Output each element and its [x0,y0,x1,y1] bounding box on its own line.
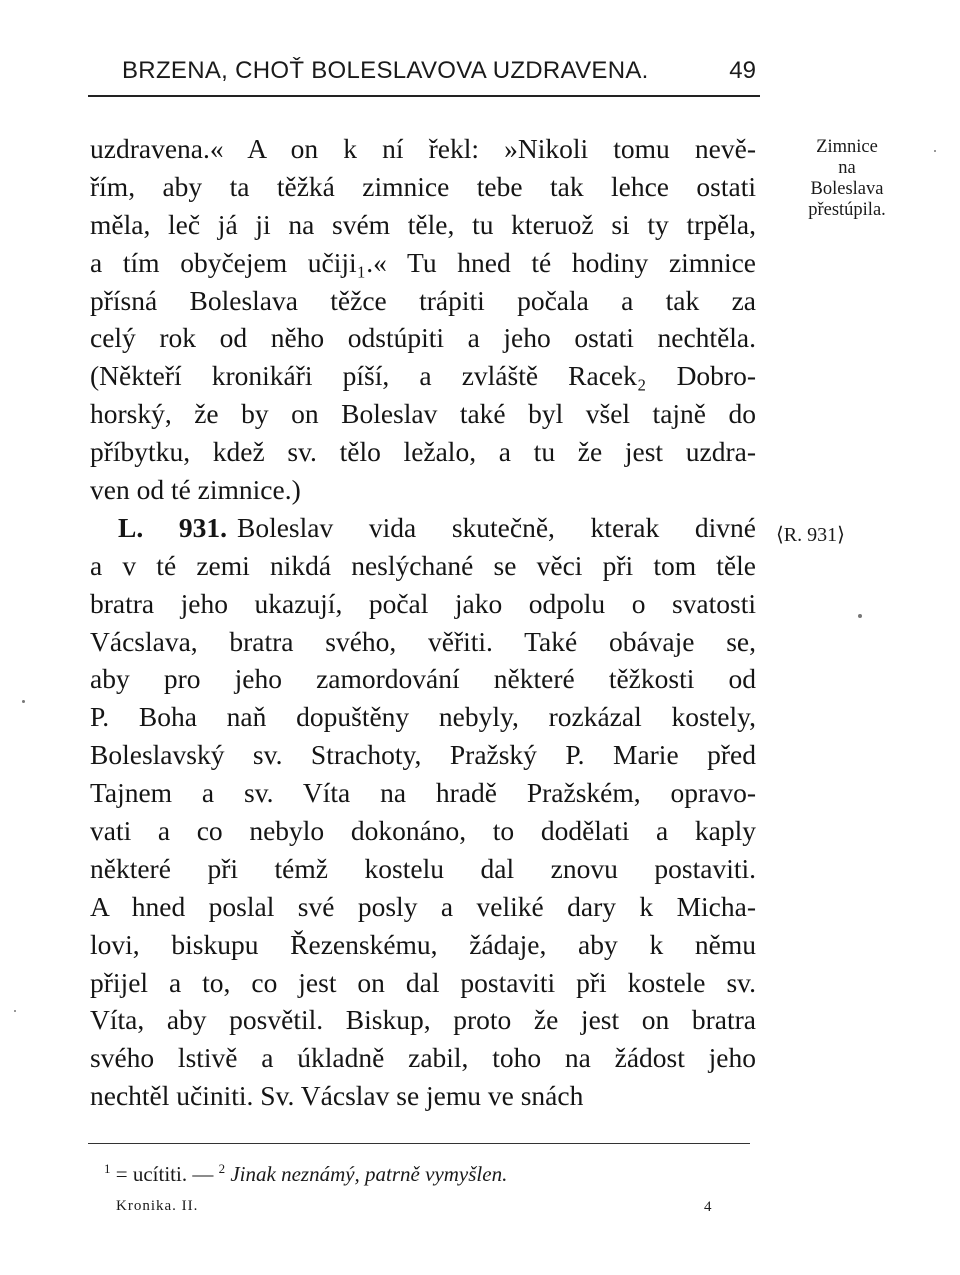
text-line-year [90,509,756,547]
running-title: BRZENA, CHOŤ BOLESLAVOVA UZDRAVENA. [122,57,649,84]
text-line-rest: Boleslav vida skutečně, kterak divné [236,511,756,543]
running-head [88,55,760,93]
scan-speck [14,1010,16,1012]
text-line: Vácslava, bratra svého, věřiti. Také obávaje se, [90,625,756,657]
marginal-note-fever [772,137,922,221]
year-label: L. 931. [118,511,227,543]
marginal-line: Boleslava [810,179,884,199]
text-line: některé při témž kostelu dal znovu postaviti. [90,852,756,884]
text-line: P. Boha naň dopuštěny nebyly, rozkázal kostely, [90,701,756,733]
footnote-rule [88,1143,750,1144]
text-line: (Někteří kronikáři píší, a zvláště Racek₂ Dobro- [90,360,756,392]
scan-speck [934,150,936,152]
text-line: vati a co nebylo dokonáno, to dodělati a kaply [90,815,756,847]
page-number: 49 [729,57,756,84]
marginal-line: na [838,158,856,178]
footnote-2-mark: 2 [218,1161,226,1176]
header-rule [88,95,760,97]
text-line: měla, leč já ji na svém těle, tu kteruož si ty trpěla, [90,208,756,240]
text-line: a v té zemi nikdá neslýchané se věci při tom těle [90,549,756,581]
marginal-line: přestúpila. [808,200,886,220]
marginal-line: Zimnice [816,137,878,157]
text-line: A hned poslal své posly a veliké dary k Micha- [90,890,756,922]
text-line: uzdravena.« A on k ní řekl: »Nikoli tomu nevě- [90,133,756,164]
text-line: řím, aby ta těžká zimnice tebe tak lehce ostati [90,170,756,202]
footnote-1-mark: 1 [104,1161,111,1176]
text-line: přísná Boleslava těžce trápiti počala a tak za [90,284,756,316]
text-line: lovi, biskupu Řezenskému, žádaje, aby k němu [90,928,756,960]
text-line: a tím obyčejem učiji₁.« Tu hned té hodiny zimnice [90,246,756,278]
text-line: bratra jeho ukazují, počal jako odpolu o svatosti [90,587,756,619]
footnote-2-text: Jinak neznámý, patrně vymyšlen. [230,1162,508,1186]
text-line: aby pro jeho zamordování některé těžkosti od [90,663,756,695]
text-line: horský, že by on Boleslav také byl všel tajně do [90,398,756,430]
footnote-1-text: = ucítiti. — [115,1162,214,1186]
text-line: celý rok od něho odstúpiti a jeho ostati nechtěla. [90,322,756,354]
scan-speck [858,614,862,618]
signature-number: 4 [704,1199,712,1215]
text-line: Boleslavský sv. Strachoty, Pražský P. Marie před [90,739,756,771]
scan-speck [22,700,25,703]
main-text [90,130,756,1115]
text-line: nechtěl učiniti. Sv. Vácslav se jemu ve snách [90,1080,584,1112]
signature-mark: Kronika. II. [116,1198,199,1214]
footnotes [104,1155,754,1188]
text-line: přijel a to, co jest on dal postaviti při kostele sv. [90,966,756,998]
marginal-note-year: ⟨R. 931⟩ [776,524,845,546]
text-line: svého lstivě a úkladně zabil, toho na žádost jeho [90,1042,756,1074]
text-line: Tajnem a sv. Víta na hradě Pražském, opravo- [90,777,756,809]
text-line: příbytku, kdež sv. tělo ležalo, a tu že jest uzdra- [90,436,756,468]
text-line: ven od té zimnice.) [90,474,301,506]
text-line: Víta, aby posvětil. Biskup, proto že jest on bratra [90,1004,756,1036]
